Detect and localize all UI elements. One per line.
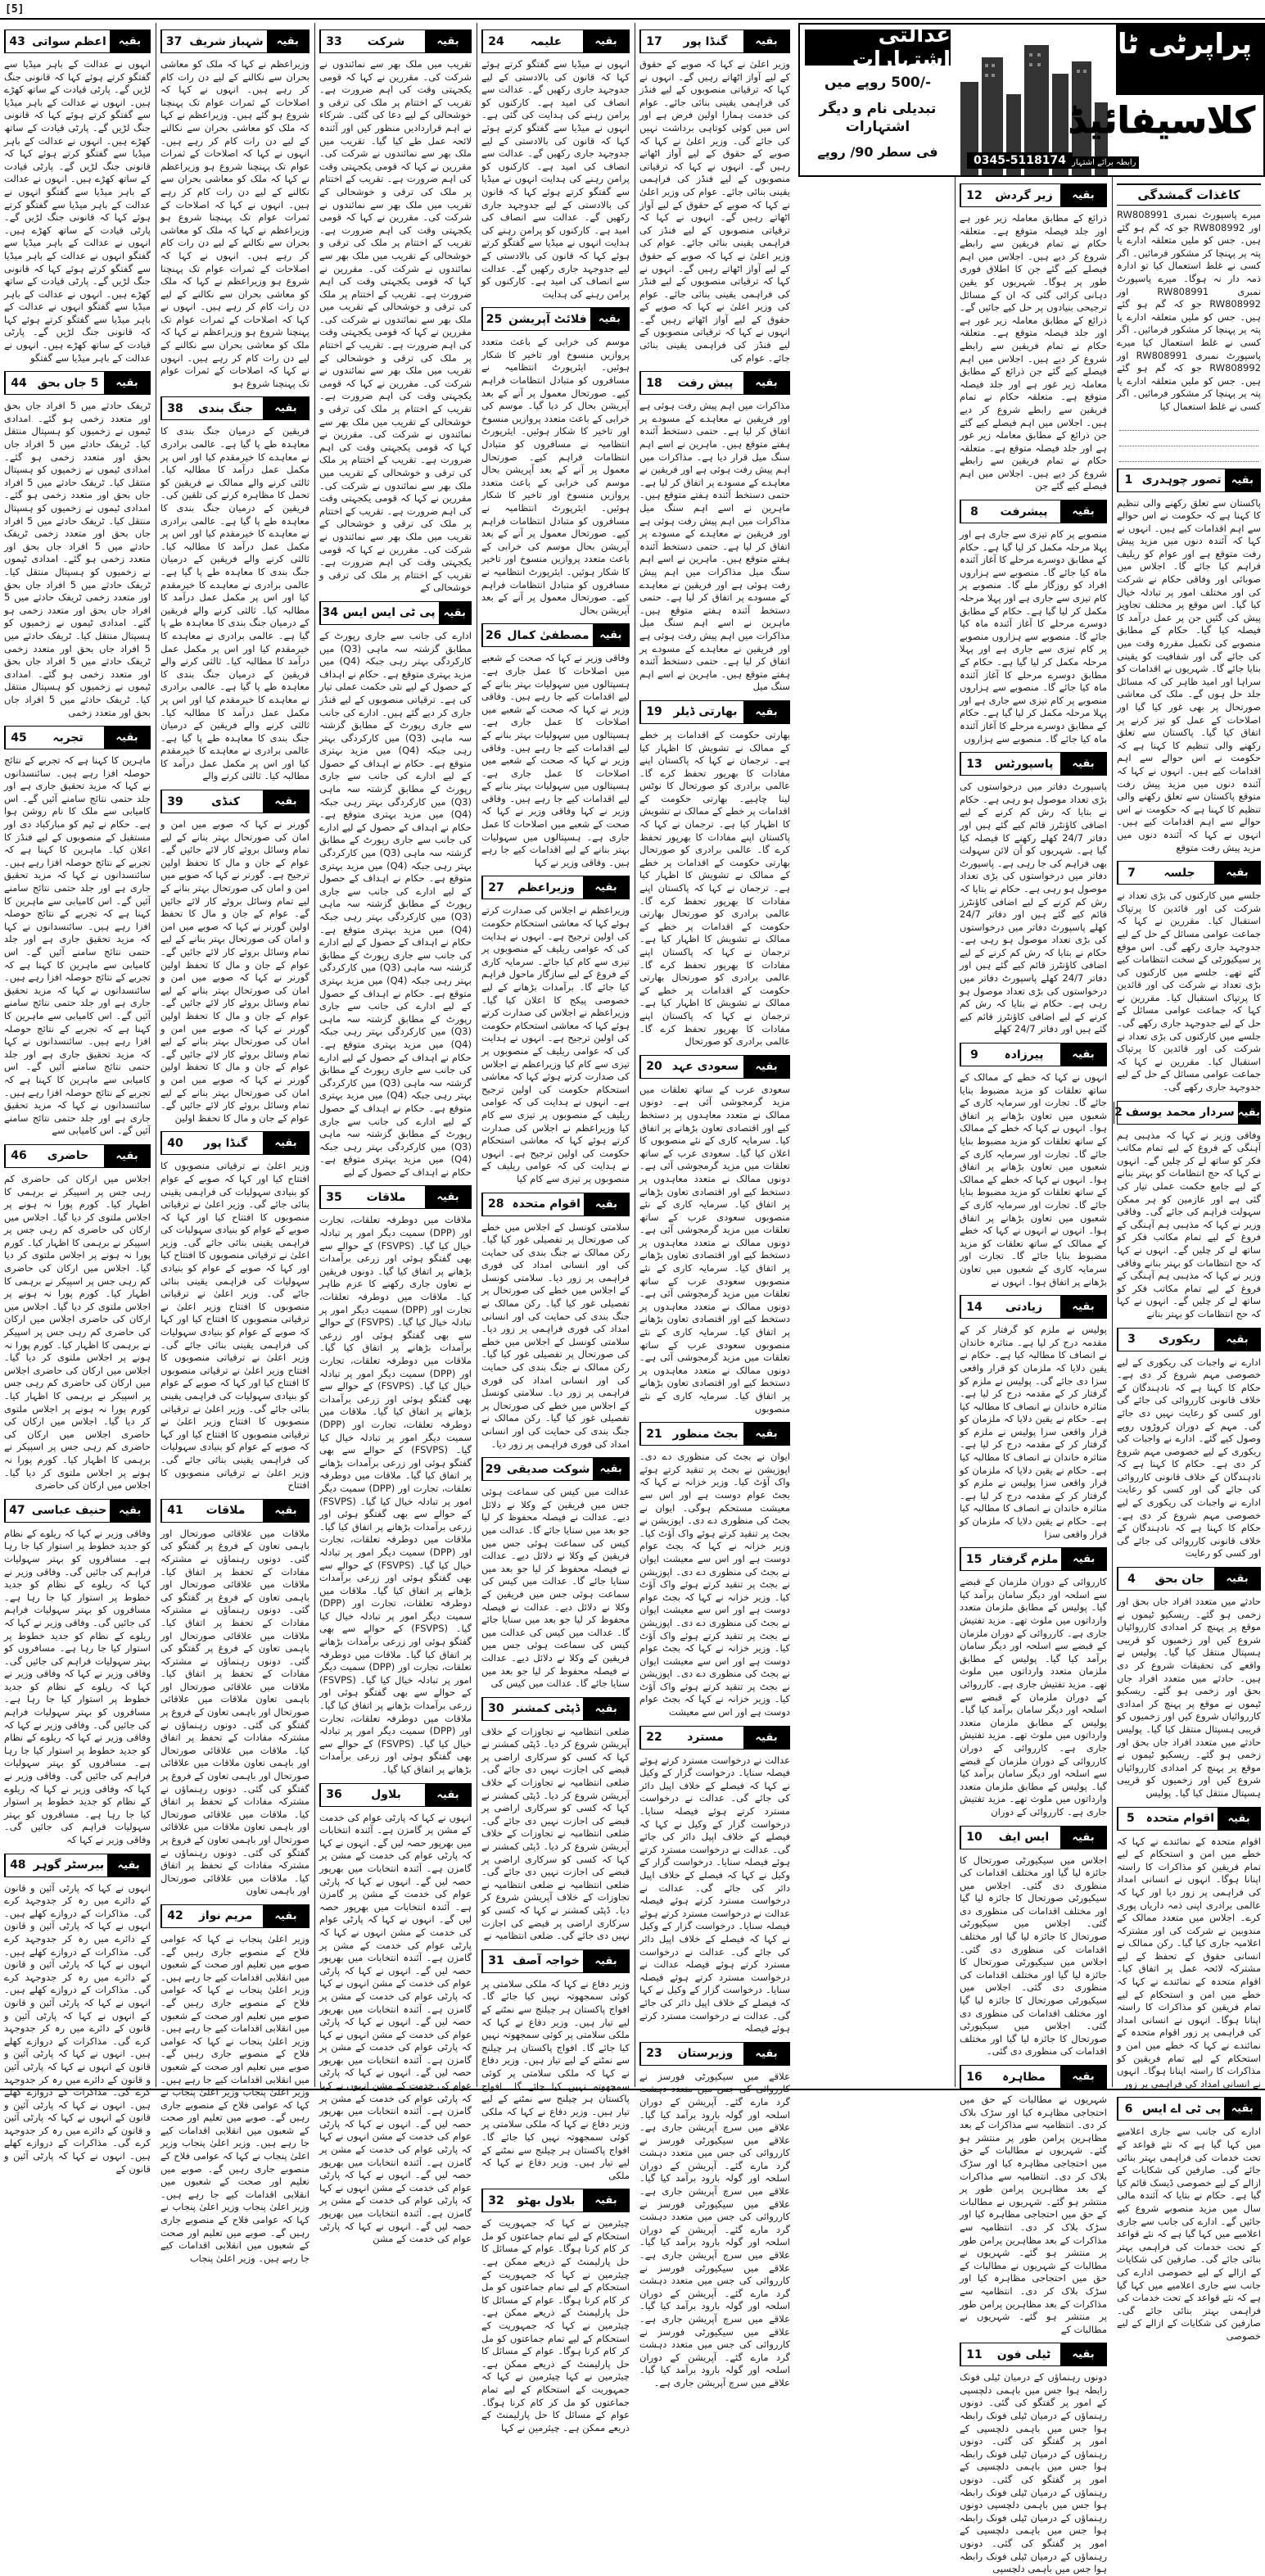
continuation-title: مسترد — [687, 1731, 724, 1745]
continuation-header — [1117, 861, 1261, 885]
article-text: وفاقی وزیر نے کہا کہ ریلوے کے نظام کو جدید خطوط پر استوار کیا جا رہا ہے۔ مسافروں کو بہتر سہولیات فراہم کی جائیں گی۔ وفاقی وزیر نے کہا کہ ریلوے کے نظام کو جدید خطوط پر استوار کیا جا رہا ہے۔ مسافروں کو بہتر سہولیات فراہم کی جائیں گی۔ وفاقی وزیر نے کہا کہ ریلوے کے نظام کو جدید خطوط پر استوار کیا جا رہا ہے۔ مسافروں کو بہتر سہولیات فراہم کی جائیں گی۔ وفاقی وزیر نے کہا کہ وفاقی وزیر نے کہا کہ ریلوے کے نظام کو جدید خطوط پر استوار کیا جا رہا ہے۔ مسافروں کو بہتر سہولیات فراہم کی جائیں گی۔ وفاقی وزیر نے کہا کہ وفاقی وزیر نے کہا کہ ریلوے کے نظام کو جدید خطوط پر استوار کیا جا رہا ہے۔ مسافروں کو بہتر سہولیات فراہم کی جائیں گی۔ وفاقی وزیر نے کہا کہ وفاقی وزیر نے کہا کہ ریلوے کے نظام کو جدید خطوط پر استوار کیا جا رہا ہے۔ مسافروں کو بہتر سہولیات فراہم کی جائیں گی۔ وفاقی وزیر نے کہا کہ — [4, 1527, 151, 1845]
continuation-number: 2 — [1114, 1102, 1123, 1124]
continuation-tag: بقیہ — [1224, 2098, 1260, 2120]
legal-ads-rate: فی سطر 90/ روپے — [817, 144, 938, 160]
lost-documents-fill-line — [1119, 419, 1258, 431]
continuation-title: ڈپٹی کمشنر — [512, 1702, 581, 1716]
continuation-number: 45 — [5, 727, 32, 749]
article-text: ملاقات میں علاقائی صورتحال اور باہمی تعاون کے فروغ پر گفتگو کی گئی۔ دونوں رہنماؤں نے مشترکہ مفادات کے تحفظ پر اتفاق کیا۔ ملاقات میں علاقائی صورتحال اور باہمی تعاون کے فروغ پر گفتگو کی گئی۔ دونوں رہنماؤں نے مشترکہ مفادات کے تحفظ پر اتفاق کیا۔ ملاقات میں علاقائی صورتحال اور باہمی تعاون کے فروغ پر گفتگو کی گئی۔ دونوں رہنماؤں نے مشترکہ مفادات کے تحفظ پر اتفاق کیا۔ ملاقات میں علاقائی صورتحال اور باہمی تعاون ملاقات میں علاقائی صورتحال اور باہمی تعاون کے فروغ پر گفتگو کی گئی۔ دونوں رہنماؤں نے مشترکہ مفادات کے تحفظ پر اتفاق کیا۔ ملاقات میں علاقائی صورتحال اور باہمی تعاون ملاقات میں علاقائی صورتحال اور باہمی تعاون کے فروغ پر گفتگو کی گئی۔ دونوں رہنماؤں نے مشترکہ مفادات کے تحفظ پر اتفاق کیا۔ ملاقات میں علاقائی صورتحال اور باہمی تعاون ملاقات میں علاقائی صورتحال اور باہمی تعاون کے فروغ پر گفتگو کی گئی۔ دونوں رہنماؤں نے مشترکہ مفادات کے تحفظ پر اتفاق کیا۔ ملاقات میں علاقائی صورتحال اور باہمی تعاون — [160, 1527, 309, 1897]
legal-ads-title: عدالتی اشتہارات — [805, 29, 951, 66]
continuation-tag: بقیہ — [1060, 1044, 1106, 1066]
article-text: انہوں نے کہا کہ خطے کے ممالک کے ساتھ تعلقات کو مزید مضبوط بنایا جائے گا۔ تجارت اور سرمایہ کاری کے شعبوں میں تعاون بڑھانے پر اتفاق ہوا۔ انہوں نے کہا کہ خطے کے ممالک کے ساتھ تعلقات کو مزید مضبوط بنایا جائے گا۔ تجارت اور سرمایہ کاری کے شعبوں میں تعاون بڑھانے پر اتفاق ہوا۔ انہوں نے کہا کہ خطے کے ممالک کے ساتھ تعلقات کو مزید مضبوط بنایا جائے گا۔ تجارت اور سرمایہ کاری کے شعبوں میں تعاون بڑھانے پر اتفاق ہوا۔ انہوں نے انہوں نے کہا کہ خطے کے ممالک کے ساتھ تعلقات کو مزید مضبوط بنایا جائے گا۔ تجارت اور سرمایہ کاری کے شعبوں میں تعاون بڑھانے پر اتفاق ہوا۔ انہوں نے — [960, 1071, 1107, 1288]
continuation-number: 13 — [960, 753, 987, 775]
continuation-tag: بقیہ — [104, 1145, 150, 1167]
continuation-number: 25 — [482, 308, 505, 330]
column-divider — [314, 23, 315, 2087]
continuation-tag: بقیہ — [590, 308, 629, 330]
article-text: حادثے میں متعدد افراد جاں بحق اور زخمی ہو گئے۔ ریسکیو ٹیموں نے موقع پر پہنچ کر امدادی کارروائیاں شروع کیں اور زخمیوں کو قریبی ہسپتال منتقل کیا گیا۔ پولیس نے واقعے کی تحقیقات شروع کر دی ہیں۔ حادثے میں متعدد افراد جاں بحق اور زخمی ہو گئے۔ ریسکیو ٹیموں نے موقع پر پہنچ کر امدادی کارروائیاں شروع کیں اور زخمیوں کو قریبی ہسپتال منتقل کیا گیا۔ پولیس حادثے میں متعدد افراد جاں بحق اور زخمی ہو گئے۔ ریسکیو ٹیموں نے موقع پر پہنچ کر امدادی کارروائیاں شروع کیں اور زخمیوں کو قریبی ہسپتال منتقل کیا گیا۔ پولیس — [1117, 1596, 1261, 1799]
continuation-tag: بقیہ — [743, 372, 789, 394]
article-text: وزیراعظم نے کہا کہ ملک کو معاشی بحران سے نکالنے کے لیے دن رات کام کر رہے ہیں۔ انہوں نے کہا کہ اصلاحات کے ثمرات عوام تک پہنچنا شروع ہو گئے ہیں۔ وزیراعظم نے کہا کہ ملک کو معاشی بحران سے نکالنے کے لیے دن رات کام کر رہے ہیں۔ انہوں نے کہا کہ اصلاحات کے ثمرات عوام تک پہنچنا شروع ہو وزیراعظم نے کہا کہ ملک کو معاشی بحران سے نکالنے کے لیے دن رات کام کر رہے ہیں۔ انہوں نے کہا کہ اصلاحات کے ثمرات عوام تک پہنچنا شروع ہو وزیراعظم نے کہا کہ ملک کو معاشی بحران سے نکالنے کے لیے دن رات کام کر رہے ہیں۔ انہوں نے کہا کہ اصلاحات کے ثمرات عوام تک پہنچنا شروع ہو وزیراعظم نے کہا کہ ملک کو معاشی بحران سے نکالنے کے لیے دن رات کام کر رہے ہیں۔ انہوں نے کہا کہ اصلاحات کے ثمرات عوام تک پہنچنا شروع ہو وزیراعظم نے کہا کہ ملک کو معاشی بحران سے نکالنے کے لیے دن رات کام کر رہے ہیں۔ انہوں نے کہا کہ اصلاحات کے ثمرات عوام تک پہنچنا شروع ہو — [160, 58, 309, 389]
continuation-header — [1114, 1101, 1261, 1125]
continuation-number: 24 — [482, 30, 509, 52]
continuation-title: شہباز شریف — [189, 34, 264, 48]
article-text: وزیراعظم نے اجلاس کی صدارت کرتے ہوئے کہا کہ معاشی استحکام حکومت کی اولین ترجیح ہے۔ انہوں نے ہدایت کی کہ عوامی ریلیف کے منصوبوں پر تیزی سے کام کیا جائے۔ سرمایہ کاری کے فروغ کے لیے سازگار ماحول فراہم کیا جائے گا۔ برآمدات بڑھانے کے لیے خصوصی پیکج کا اعلان کیا گیا۔ وزیراعظم نے اجلاس کی صدارت کرتے ہوئے کہا کہ معاشی استحکام حکومت کی اولین ترجیح ہے۔ انہوں نے ہدایت کی کہ عوامی ریلیف کے منصوبوں پر تیزی سے کام کیا وزیراعظم نے اجلاس کی صدارت کرتے ہوئے کہا کہ معاشی استحکام حکومت کی اولین ترجیح ہے۔ انہوں نے ہدایت کی کہ عوامی ریلیف کے منصوبوں پر تیزی سے کام کیا وزیراعظم نے اجلاس کی صدارت کرتے ہوئے کہا کہ معاشی استحکام حکومت کی اولین ترجیح ہے۔ انہوں نے ہدایت کی کہ عوامی ریلیف کے منصوبوں پر تیزی سے کام کیا — [481, 904, 630, 1184]
news-column — [957, 177, 1109, 2575]
continuation-number: 46 — [5, 1145, 32, 1167]
continuation-number: 6 — [1118, 2098, 1139, 2120]
continuation-number: 37 — [161, 30, 186, 52]
continuation-tag: بقیہ — [1218, 1808, 1260, 1830]
continuation-number: 23 — [640, 2043, 667, 2065]
article-text: ذرائع کے مطابق معاملہ زیر غور ہے اور جلد فیصلہ متوقع ہے۔ متعلقہ حکام نے تمام فریقین سے رابطے شروع کر دیے ہیں۔ اجلاس میں اہم فیصلے کیے گئے جن کا اطلاق فوری طور پر ہوگا۔ شہریوں کو یقین دہانی کرائی گئی کہ ان کے مسائل ترجیحی بنیادوں پر حل کیے جائیں گے۔ ذرائع کے مطابق معاملہ زیر غور ہے اور جلد فیصلہ متوقع ہے۔ متعلقہ حکام نے تمام فریقین سے رابطے شروع کر دیے ہیں۔ اجلاس میں اہم فیصلے کیے گئے جن ذرائع کے مطابق معاملہ زیر غور ہے اور جلد فیصلہ متوقع ہے۔ متعلقہ حکام نے تمام فریقین سے رابطے شروع کر دیے ہیں۔ اجلاس میں اہم فیصلے کیے گئے جن ذرائع کے مطابق معاملہ زیر غور ہے اور جلد فیصلہ متوقع ہے۔ متعلقہ حکام نے تمام فریقین سے رابطے شروع کر دیے ہیں۔ اجلاس میں اہم فیصلے کیے گئے جن — [960, 212, 1107, 492]
continuation-number: 3 — [1118, 1329, 1145, 1351]
article-text: علاقے میں سیکیورٹی فورسز نے کارروائی کی جس میں متعدد دہشت گرد مارے گئے۔ آپریشن کے دوران اسلحہ اور گولہ بارود برآمد کیا گیا۔ علاقے میں سرچ آپریشن جاری ہے۔ علاقے میں سیکیورٹی فورسز نے کارروائی کی جس میں متعدد دہشت گرد مارے گئے۔ آپریشن کے دوران اسلحہ اور گولہ بارود برآمد کیا گیا۔ علاقے میں سرچ آپریشن جاری ہے۔ علاقے میں سیکیورٹی فورسز نے کارروائی کی جس میں متعدد دہشت گرد مارے گئے۔ آپریشن کے دوران اسلحہ اور گولہ بارود برآمد کیا گیا۔ علاقے میں سرچ آپریشن جاری ہے۔ علاقے میں سیکیورٹی فورسز نے کارروائی کی جس میں متعدد دہشت گرد مارے گئے۔ آپریشن کے دوران اسلحہ اور گولہ بارود برآمد کیا گیا۔ علاقے میں سرچ آپریشن جاری ہے۔ علاقے میں سیکیورٹی فورسز نے کارروائی کی جس میں متعدد دہشت گرد مارے گئے۔ آپریشن کے دوران اسلحہ اور گولہ بارود برآمد کیا گیا۔ علاقے میں سرچ آپریشن جاری ہے۔ — [639, 2070, 790, 2388]
continuation-title: ریکوری — [1158, 1333, 1201, 1347]
continuation-header — [960, 1826, 1107, 1849]
continuation-title: سعودی عہد — [671, 1060, 739, 1074]
article-text: شہریوں نے مطالبات کے حق میں احتجاجی مظاہرہ کیا اور سڑک بلاک کر دی۔ انتظامیہ سے مذاکرات کے بعد مظاہرین پرامن طور پر منتشر ہو گئے۔ شہریوں نے مطالبات کے حق میں احتجاجی مظاہرہ کیا اور سڑک بلاک کر دی۔ انتظامیہ سے مذاکرات کے بعد مظاہرین پرامن طور پر منتشر ہو گئے۔ شہریوں نے مطالبات کے حق میں احتجاجی مظاہرہ کیا اور سڑک بلاک کر دی۔ انتظامیہ سے مذاکرات کے بعد مظاہرین پرامن طور پر منتشر ہو گئے۔ شہریوں نے مطالبات کے شہریوں نے مطالبات کے حق میں احتجاجی مظاہرہ کیا اور سڑک بلاک کر دی۔ انتظامیہ سے مذاکرات کے بعد مظاہرین پرامن طور پر منتشر ہو گئے۔ شہریوں نے مطالبات کے — [960, 2094, 1107, 2335]
continuation-header — [160, 1904, 309, 1928]
continuation-tag: بقیہ — [1060, 1827, 1106, 1849]
article-text: وزیر اعلیٰ پنجاب نے کہا کہ عوامی فلاح کے منصوبے جاری رہیں گے۔ صوبے میں تعلیم اور صحت کے شعبوں میں انقلابی اقدامات کیے جا رہے ہیں۔ وزیر اعلیٰ پنجاب نے کہا کہ عوامی فلاح کے منصوبے جاری رہیں گے۔ صوبے میں تعلیم اور صحت کے شعبوں میں انقلابی اقدامات کیے جا رہے ہیں۔ وزیر اعلیٰ پنجاب نے کہا کہ عوامی فلاح کے منصوبے جاری رہیں گے۔ صوبے میں تعلیم اور صحت کے شعبوں میں انقلابی اقدامات کیے جا رہے ہیں۔ وزیر اعلیٰ پنجاب وزیر اعلیٰ پنجاب نے کہا کہ عوامی فلاح کے منصوبے جاری رہیں گے۔ صوبے میں تعلیم اور صحت کے شعبوں میں انقلابی اقدامات کیے جا رہے ہیں۔ وزیر اعلیٰ پنجاب وزیر اعلیٰ پنجاب نے کہا کہ عوامی فلاح کے منصوبے جاری رہیں گے۔ صوبے میں تعلیم اور صحت کے شعبوں میں انقلابی اقدامات کیے جا رہے ہیں۔ وزیر اعلیٰ پنجاب وزیر اعلیٰ پنجاب نے کہا کہ عوامی فلاح کے منصوبے جاری رہیں گے۔ صوبے میں تعلیم اور صحت کے شعبوں میں انقلابی اقدامات کیے جا رہے ہیں۔ وزیر اعلیٰ پنجاب — [160, 1932, 309, 2264]
continuation-title: اقوام متحدہ — [512, 1197, 581, 1211]
continuation-title: پی ٹی ایس ایس — [342, 606, 436, 620]
column-divider — [1112, 177, 1113, 2087]
article-text: ضلعی انتظامیہ نے تجاوزات کے خلاف آپریشن شروع کر دیا۔ ڈپٹی کمشنر نے کہا کہ کسی کو سرکاری اراضی پر قبضے کی اجازت نہیں دی جائے گی۔ ضلعی انتظامیہ نے تجاوزات کے خلاف آپریشن شروع کر دیا۔ ڈپٹی کمشنر نے کہا کہ کسی کو سرکاری اراضی پر قبضے کی اجازت نہیں دی جائے گی۔ ضلعی انتظامیہ نے تجاوزات کے خلاف آپریشن شروع کر دیا۔ ڈپٹی کمشنر نے کہا کہ کسی کو سرکاری اراضی پر قبضے کی اجازت نہیں دی جائے گی۔ ضلعی انتظامیہ نے ضلعی انتظامیہ نے تجاوزات کے خلاف آپریشن شروع کر دیا۔ ڈپٹی کمشنر نے کہا کہ کسی کو سرکاری اراضی پر قبضے کی اجازت نہیں دی جائے گی۔ ضلعی انتظامیہ نے — [481, 1725, 630, 1942]
continuation-tag: بقیہ — [743, 2043, 789, 2065]
continuation-header — [4, 1144, 151, 1168]
continuation-header — [4, 29, 151, 53]
continuation-tag: بقیہ — [425, 1186, 471, 1208]
continuation-title: اقوام متحدہ — [1145, 1812, 1215, 1826]
continuation-tag: بقیہ — [263, 1500, 309, 1522]
continuation-number: 30 — [482, 1698, 509, 1720]
continuation-title: جان بحق — [1154, 1572, 1204, 1586]
continuation-header — [960, 2065, 1107, 2089]
article-text: وزیر دفاع نے کہا کہ ملکی سلامتی پر کوئی سمجھوتہ نہیں کیا جائے گا۔ افواج پاکستان ہر چیلنج سے نمٹنے کے لیے تیار ہیں۔ وزیر دفاع نے کہا کہ ملکی سلامتی پر کوئی سمجھوتہ نہیں کیا جائے گا۔ افواج پاکستان ہر چیلنج سے نمٹنے کے لیے تیار ہیں۔ وزیر دفاع نے کہا کہ ملکی سلامتی پر کوئی سمجھوتہ نہیں کیا جائے گا۔ افواج پاکستان ہر چیلنج سے نمٹنے کے لیے تیار ہیں۔ وزیر دفاع نے کہا کہ ملکی وزیر دفاع نے کہا کہ ملکی سلامتی پر کوئی سمجھوتہ نہیں کیا جائے گا۔ افواج پاکستان ہر چیلنج سے نمٹنے کے لیے تیار ہیں۔ وزیر دفاع نے کہا کہ ملکی — [481, 1977, 630, 2181]
continuation-header — [481, 623, 630, 647]
continuation-header — [319, 601, 472, 625]
continuation-tag: بقیہ — [110, 1500, 150, 1522]
continuation-title: بجٹ منظور — [672, 1427, 739, 1441]
continuation-header — [639, 29, 790, 53]
article-text: ادارے نے واجبات کی ریکوری کے لیے خصوصی مہم شروع کر دی ہے۔ حکام کا کہنا ہے کہ نادہندگان کے خلاف قانونی کارروائی کی جائے گی اور کسی کو رعایت نہیں دی جائے گی۔ مہم کے دوران کروڑوں روپے وصول کیے گئے۔ ادارے نے واجبات کی ریکوری کے لیے خصوصی مہم شروع کر دی ہے۔ حکام کا کہنا ہے کہ نادہندگان کے خلاف قانونی کارروائی کی جائے گی اور کسی کو رعایت ادارے نے واجبات کی ریکوری کے لیے خصوصی مہم شروع کر دی ہے۔ حکام کا کہنا ہے کہ نادہندگان کے خلاف قانونی کارروائی کی جائے گی اور کسی کو رعایت — [1117, 1356, 1261, 1560]
continuation-title: علیمہ — [530, 34, 562, 48]
continuation-number: 26 — [482, 624, 504, 646]
continuation-title: بلاول — [371, 1788, 401, 1802]
continuation-number: 31 — [482, 1950, 509, 1972]
article-text: وفاقی وزیر نے کہا کہ مذہبی ہم آہنگی کے فروغ کے لیے تمام مکاتب فکر کو ساتھ لے کر چلیں گے۔ انہوں نے کہا کہ حج انتظامات کو بہتر بنانے کے لیے جامع حکمت عملی تیار کی گئی ہے اور عازمین کو ہر ممکن سہولت فراہم کی جائے گی۔ وفاقی وزیر نے کہا کہ مذہبی ہم آہنگی کے فروغ کے لیے تمام مکاتب فکر کو ساتھ لے کر چلیں گے۔ انہوں نے کہا کہ حج انتظامات کو بہتر بنانے وفاقی وزیر نے کہا کہ مذہبی ہم آہنگی کے فروغ کے لیے تمام مکاتب فکر کو ساتھ لے کر چلیں گے۔ انہوں نے کہا کہ حج انتظامات کو بہتر بنانے — [1117, 1129, 1261, 1320]
continuation-title: خواجہ آصف — [513, 1954, 580, 1968]
article-text: اقوام متحدہ کے نمائندے نے کہا کہ خطے میں امن و استحکام کے لیے تمام فریقین کو مذاکرات کا راستہ اپنانا ہوگا۔ انہوں نے انسانی امداد کی فراہمی پر زور دیا اور کہا کہ عالمی برادری اپنی ذمہ داریاں پوری کرے۔ اجلاس میں متعدد ممالک کے مندوبین نے شرکت کی اور مشترکہ اعلامیہ جاری کیا گیا۔ رکن ممالک نے انسانی حقوق کے تحفظ کے لیے مشترکہ لائحہ عمل پر اتفاق کیا۔ اقوام متحدہ کے نمائندے نے کہا کہ خطے میں امن و استحکام کے لیے تمام فریقین کو مذاکرات کا راستہ اپنانا ہوگا۔ انہوں نے انسانی امداد کی فراہمی پر زور اقوام متحدہ کے نمائندے نے کہا کہ خطے میں امن و استحکام کے لیے تمام فریقین کو مذاکرات کا راستہ اپنانا ہوگا۔ انہوں نے انسانی امداد کی فراہمی پر زور — [1117, 1835, 1261, 2089]
classified-panel — [956, 25, 1263, 175]
continuation-tag: بقیہ — [1060, 1296, 1106, 1318]
continuation-tag: بقیہ — [743, 1423, 789, 1445]
continuation-number: 32 — [482, 2189, 509, 2212]
continuation-tag: بقیہ — [593, 624, 629, 646]
article-text: سلامتی کونسل کے اجلاس میں خطے کی صورتحال پر تفصیلی غور کیا گیا۔ رکن ممالک نے جنگ بندی کی حمایت کی اور انسانی امداد کی فوری فراہمی پر زور دیا۔ سلامتی کونسل کے اجلاس میں خطے کی صورتحال پر تفصیلی غور کیا گیا۔ رکن ممالک نے جنگ بندی کی حمایت کی اور انسانی امداد کی فوری فراہمی پر زور دیا۔ سلامتی کونسل کے اجلاس میں خطے کی صورتحال پر تفصیلی غور کیا گیا۔ رکن ممالک نے جنگ بندی کی حمایت کی اور انسانی امداد کی فوری فراہمی پر زور دیا۔ سلامتی کونسل کے اجلاس میں خطے کی صورتحال پر تفصیلی غور کیا گیا۔ رکن ممالک نے جنگ بندی کی حمایت کی اور انسانی امداد کی فوری فراہمی پر زور دیا۔ — [481, 1220, 630, 1450]
continuation-number: 21 — [640, 1423, 667, 1445]
news-column — [2, 23, 153, 2175]
continuation-number: 42 — [161, 1905, 188, 1927]
article-text: کارروائی کے دوران ملزمان کے قبضے سے اسلحہ اور دیگر سامان برآمد کیا گیا۔ پولیس کے مطابق ملزمان متعدد وارداتوں میں ملوث تھے۔ مزید تفتیش جاری ہے۔ کارروائی کے دوران ملزمان کے قبضے سے اسلحہ اور دیگر سامان برآمد کیا گیا۔ پولیس کے مطابق ملزمان متعدد وارداتوں میں ملوث تھے۔ مزید تفتیش جاری ہے۔ کارروائی کے دوران ملزمان کے قبضے سے اسلحہ اور دیگر سامان برآمد کیا گیا۔ پولیس کے مطابق ملزمان متعدد وارداتوں میں ملوث تھے۔ مزید تفتیش جاری ہے۔ کارروائی کے دوران کارروائی کے دوران ملزمان کے قبضے سے اسلحہ اور دیگر سامان برآمد کیا گیا۔ پولیس کے مطابق ملزمان متعدد وارداتوں میں ملوث تھے۔ مزید تفتیش جاری ہے۔ کارروائی کے دوران — [960, 1576, 1107, 1818]
continuation-tag: بقیہ — [583, 876, 629, 899]
continuation-tag: بقیہ — [1225, 469, 1260, 491]
continuation-title: سردار محمد یوسف — [1125, 1106, 1235, 1120]
continuation-number: 11 — [960, 2343, 987, 2365]
continuation-tag: بقیہ — [104, 372, 150, 394]
continuation-number: 28 — [482, 1193, 508, 1216]
article-text: چیئرمین نے کہا کہ جمہوریت کے استحکام کے لیے تمام جماعتوں کو مل کر کام کرنا ہوگا۔ عوام کے مسائل کا حل پارلیمنٹ کے ذریعے ممکن ہے۔ چیئرمین نے کہا کہ جمہوریت کے استحکام کے لیے تمام جماعتوں کو مل کر کام کرنا ہوگا۔ عوام کے مسائل کا حل پارلیمنٹ کے ذریعے ممکن ہے۔ چیئرمین نے کہا کہ جمہوریت کے استحکام کے لیے تمام جماعتوں کو مل کر کام کرنا ہوگا۔ عوام کے مسائل کا حل پارلیمنٹ کے ذریعے ممکن ہے۔ چیئرمین نے کہا چیئرمین نے کہا کہ جمہوریت کے استحکام کے لیے تمام جماعتوں کو مل کر کام کرنا ہوگا۔ عوام کے مسائل کا حل پارلیمنٹ کے ذریعے ممکن ہے۔ چیئرمین نے کہا — [481, 2217, 630, 2433]
article-text: ٹریفک حادثے میں 5 افراد جاں بحق اور متعدد زخمی ہو گئے۔ امدادی ٹیموں نے زخمیوں کو ہسپتال منتقل کیا۔ ٹریفک حادثے میں 5 افراد جاں بحق اور متعدد زخمی ہو گئے۔ امدادی ٹیموں نے زخمیوں کو ہسپتال منتقل کیا۔ ٹریفک حادثے میں 5 افراد جاں بحق اور متعدد زخمی ہو گئے۔ امدادی ٹیموں نے زخمیوں کو ہسپتال منتقل کیا۔ ٹریفک حادثے میں 5 افراد جاں بحق اور متعدد زخمی ٹریفک حادثے میں 5 افراد جاں بحق اور متعدد زخمی ہو گئے۔ امدادی ٹیموں نے زخمیوں کو ہسپتال منتقل کیا۔ ٹریفک حادثے میں 5 افراد جاں بحق اور متعدد زخمی ٹریفک حادثے میں 5 افراد جاں بحق اور متعدد زخمی ہو گئے۔ امدادی ٹیموں نے زخمیوں کو ہسپتال منتقل کیا۔ ٹریفک حادثے میں 5 افراد جاں بحق اور متعدد زخمی ٹریفک حادثے میں 5 افراد جاں بحق اور متعدد زخمی ہو گئے۔ امدادی ٹیموں نے زخمیوں کو ہسپتال منتقل کیا۔ ٹریفک حادثے میں 5 افراد جاں بحق اور متعدد زخمی — [4, 400, 151, 718]
continuation-tag: بقیہ — [439, 602, 471, 624]
continuation-number: 4 — [1118, 1568, 1145, 1590]
continuation-tag: بقیہ — [263, 790, 309, 813]
continuation-title: مریم نواز — [198, 1909, 253, 1923]
article-text: وزیر اعلیٰ نے کہا کہ صوبے کے حقوق کے لیے آواز اٹھاتے رہیں گے۔ انہوں نے کہا کہ ترقیاتی منصوبوں کے لیے فنڈز کی فراہمی یقینی بنائی جائے۔ عوام کی خدمت ہمارا اولین فرض ہے اور اس میں کوئی کوتاہی برداشت نہیں کی جائے گی۔ وزیر اعلیٰ نے کہا کہ صوبے کے حقوق کے لیے آواز اٹھاتے رہیں گے۔ انہوں نے کہا کہ ترقیاتی منصوبوں کے لیے فنڈز کی فراہمی یقینی بنائی جائے۔ عوام کی وزیر اعلیٰ نے کہا کہ صوبے کے حقوق کے لیے آواز اٹھاتے رہیں گے۔ انہوں نے کہا کہ ترقیاتی منصوبوں کے لیے فنڈز کی فراہمی یقینی بنائی جائے۔ عوام کی وزیر اعلیٰ نے کہا کہ صوبے کے حقوق کے لیے آواز اٹھاتے رہیں گے۔ انہوں نے کہا کہ ترقیاتی منصوبوں کے لیے فنڈز کی فراہمی یقینی بنائی جائے۔ عوام کی وزیر اعلیٰ نے کہا کہ صوبے کے حقوق کے لیے آواز اٹھاتے رہیں گے۔ انہوں نے کہا کہ ترقیاتی منصوبوں کے لیے فنڈز کی فراہمی یقینی بنائی جائے۔ عوام کی — [639, 58, 790, 364]
continuation-title: تجربہ — [52, 731, 84, 745]
continuation-title: بلاول بھٹو — [517, 2193, 576, 2207]
continuation-title: زیادتی — [1005, 1300, 1043, 1314]
continuation-number: 44 — [5, 372, 32, 394]
article-text: ادارے کی جانب سے جاری رپورٹ کے مطابق گزشتہ سہ ماہی (Q3) میں کارکردگی بہتر رہی جبکہ (Q4) میں مزید بہتری متوقع ہے۔ حکام نے اہداف کے حصول کے لیے نئی حکمت عملی تیار کی ہے۔ ترقیاتی منصوبوں کے لیے فنڈز جاری کر دیے گئے ہیں۔ ادارے کی جانب سے جاری رپورٹ کے مطابق گزشتہ سہ ماہی (Q3) میں کارکردگی بہتر رہی جبکہ (Q4) میں مزید بہتری متوقع ہے۔ حکام نے اہداف کے حصول کے لیے ادارے کی جانب سے جاری رپورٹ کے مطابق گزشتہ سہ ماہی (Q3) میں کارکردگی بہتر رہی جبکہ (Q4) میں مزید بہتری متوقع ہے۔ حکام نے اہداف کے حصول کے لیے ادارے کی جانب سے جاری رپورٹ کے مطابق گزشتہ سہ ماہی (Q3) میں کارکردگی بہتر رہی جبکہ (Q4) میں مزید بہتری متوقع ہے۔ حکام نے اہداف کے حصول کے لیے ادارے کی جانب سے جاری رپورٹ کے مطابق گزشتہ سہ ماہی (Q3) میں کارکردگی بہتر رہی جبکہ (Q4) میں مزید بہتری متوقع ہے۔ حکام نے اہداف کے حصول کے لیے ادارے کی جانب سے جاری رپورٹ کے مطابق گزشتہ سہ ماہی (Q3) میں کارکردگی بہتر رہی جبکہ (Q4) میں مزید بہتری متوقع ہے۔ حکام نے اہداف کے حصول کے لیے ادارے کی جانب سے جاری رپورٹ کے مطابق گزشتہ سہ ماہی (Q3) میں کارکردگی بہتر رہی جبکہ (Q4) میں مزید بہتری متوقع ہے۔ حکام نے اہداف کے حصول کے لیے ادارے کی جانب سے جاری رپورٹ کے مطابق گزشتہ سہ ماہی (Q3) میں کارکردگی بہتر رہی جبکہ (Q4) میں مزید بہتری متوقع ہے۔ حکام نے اہداف کے حصول کے لیے ادارے کی جانب سے جاری رپورٹ کے مطابق گزشتہ سہ ماہی (Q3) میں کارکردگی بہتر رہی جبکہ (Q4) میں مزید بہتری متوقع ہے۔ حکام نے اہداف کے حصول کے لیے — [319, 629, 472, 1178]
continuation-tag: بقیہ — [1060, 2066, 1106, 2088]
continuation-title: گنڈا پور — [203, 1136, 248, 1150]
continuation-title: وزیراعظم — [517, 881, 575, 894]
article-text: وزیر اعلیٰ نے ترقیاتی منصوبوں کا افتتاح کیا اور کہا کہ صوبے کے عوام کو بنیادی سہولیات کی فراہمی یقینی بنائی جائے گی۔ وزیر اعلیٰ نے ترقیاتی منصوبوں کا افتتاح کیا اور کہا کہ صوبے کے عوام کو بنیادی سہولیات کی فراہمی یقینی بنائی جائے گی۔ وزیر اعلیٰ نے ترقیاتی منصوبوں کا افتتاح کیا اور کہا کہ صوبے کے عوام کو بنیادی سہولیات کی فراہمی یقینی بنائی جائے گی۔ وزیر اعلیٰ نے ترقیاتی منصوبوں کا افتتاح وزیر اعلیٰ نے ترقیاتی منصوبوں کا افتتاح کیا اور کہا کہ صوبے کے عوام کو بنیادی سہولیات کی فراہمی یقینی بنائی جائے گی۔ وزیر اعلیٰ نے ترقیاتی منصوبوں کا افتتاح وزیر اعلیٰ نے ترقیاتی منصوبوں کا افتتاح کیا اور کہا کہ صوبے کے عوام کو بنیادی سہولیات کی فراہمی یقینی بنائی جائے گی۔ وزیر اعلیٰ نے ترقیاتی منصوبوں کا افتتاح وزیر اعلیٰ نے ترقیاتی منصوبوں کا افتتاح کیا اور کہا کہ صوبے کے عوام کو بنیادی سہولیات کی فراہمی یقینی بنائی جائے گی۔ وزیر اعلیٰ نے ترقیاتی منصوبوں کا افتتاح — [160, 1160, 309, 1492]
continuation-number: 48 — [5, 1854, 30, 1877]
continuation-tag: بقیہ — [583, 1950, 629, 1972]
continuation-number: 10 — [960, 1827, 987, 1849]
continuation-title: کنڈی — [211, 795, 240, 808]
continuation-header — [4, 1499, 151, 1523]
continuation-tag: بقیہ — [583, 2189, 629, 2212]
continuation-tag: بقیہ — [263, 397, 309, 419]
continuation-title: بھارتی ڈیلر — [673, 705, 738, 719]
article-text: سعودی عرب کے ساتھ تعلقات میں مزید گرمجوشی آئی ہے۔ دونوں ممالک نے متعدد معاہدوں پر دستخط کیے اور اقتصادی تعاون بڑھانے پر اتفاق کیا۔ سرمایہ کاری کے نئے منصوبوں کا اعلان کیا گیا۔ سعودی عرب کے ساتھ تعلقات میں مزید گرمجوشی آئی ہے۔ دونوں ممالک نے متعدد معاہدوں پر دستخط کیے اور اقتصادی تعاون بڑھانے پر اتفاق کیا۔ سرمایہ کاری کے نئے منصوبوں سعودی عرب کے ساتھ تعلقات میں مزید گرمجوشی آئی ہے۔ دونوں ممالک نے متعدد معاہدوں پر دستخط کیے اور اقتصادی تعاون بڑھانے پر اتفاق کیا۔ سرمایہ کاری کے نئے منصوبوں سعودی عرب کے ساتھ تعلقات میں مزید گرمجوشی آئی ہے۔ دونوں ممالک نے متعدد معاہدوں پر دستخط کیے اور اقتصادی تعاون بڑھانے پر اتفاق کیا۔ سرمایہ کاری کے نئے منصوبوں سعودی عرب کے ساتھ تعلقات میں مزید گرمجوشی آئی ہے۔ دونوں ممالک نے متعدد معاہدوں پر دستخط کیے اور اقتصادی تعاون بڑھانے پر اتفاق کیا۔ سرمایہ کاری کے نئے منصوبوں — [639, 1083, 790, 1415]
continuation-title: اعظم سواتی — [32, 34, 106, 48]
continuation-tag: بقیہ — [1061, 1548, 1106, 1570]
continuation-header — [4, 1854, 151, 1877]
continuation-title: مصطفیٰ کمال — [507, 628, 590, 642]
article-text: ادارے کی جانب سے جاری اعلامیے میں کہا گیا ہے کہ نئے قواعد کے تحت خدمات کی فراہمی بہتر بنائی جائے گی۔ صارفین کی شکایات کے ازالے کے لیے خصوصی ڈیسک قائم کیا گیا ہے۔ حکام نے بتایا کہ آئندہ مالی سال میں مزید منصوبے شروع کیے جائیں گے۔ ادارے کی جانب سے جاری اعلامیے میں کہا گیا ہے کہ نئے قواعد کے تحت خدمات کی فراہمی بہتر بنائی جائے گی۔ صارفین کی شکایات کے ازالے کے لیے خصوصی ادارے کی جانب سے جاری اعلامیے میں کہا گیا ہے کہ نئے قواعد کے تحت خدمات کی فراہمی بہتر بنائی جائے گی۔ صارفین کی شکایات کے ازالے کے لیے خصوصی — [1117, 2126, 1261, 2342]
continuation-header — [160, 1499, 309, 1523]
article-text: انہوں نے میڈیا سے گفتگو کرتے ہوئے کہا کہ قانون کی بالادستی کے لیے جدوجہد جاری رکھیں گے۔ عدالت سے انصاف کی امید ہے۔ کارکنوں کو پرامن رہنے کی ہدایت کی گئی ہے۔ انہوں نے میڈیا سے گفتگو کرتے ہوئے کہا کہ قانون کی بالادستی کے لیے جدوجہد جاری رکھیں گے۔ عدالت سے انصاف کی امید ہے۔ کارکنوں کو پرامن رہنے کی ہدایت انہوں نے میڈیا سے گفتگو کرتے ہوئے کہا کہ قانون کی بالادستی کے لیے جدوجہد جاری رکھیں گے۔ عدالت سے انصاف کی امید ہے۔ کارکنوں کو پرامن رہنے کی ہدایت انہوں نے میڈیا سے گفتگو کرتے ہوئے کہا کہ قانون کی بالادستی کے لیے جدوجہد جاری رکھیں گے۔ عدالت سے انصاف کی امید ہے۔ کارکنوں کو پرامن رہنے کی ہدایت — [481, 58, 630, 300]
continuation-number: 1 — [1118, 469, 1139, 491]
continuation-title: شرکت — [367, 34, 405, 48]
legal-ads-panel — [800, 25, 956, 175]
continuation-number: 7 — [1118, 862, 1145, 884]
continuation-number: 36 — [320, 1784, 347, 1806]
continuation-tag: بقیہ — [583, 30, 629, 52]
article-text: تقریب میں ملک بھر سے نمائندوں نے شرکت کی۔ مقررین نے کہا کہ قومی یکجہتی وقت کی اہم ضرورت ہے۔ تقریب کے اختتام پر ملک کی ترقی و خوشحالی کے لیے دعا کی گئی۔ شرکاء نے اہم قراردادیں منظور کیں اور آئندہ لائحہ عمل طے کیا گیا۔ تقریب میں ملک بھر سے نمائندوں نے شرکت کی۔ مقررین نے کہا کہ قومی یکجہتی وقت کی اہم ضرورت ہے۔ تقریب کے اختتام پر ملک کی ترقی و خوشحالی کے تقریب میں ملک بھر سے نمائندوں نے شرکت کی۔ مقررین نے کہا کہ قومی یکجہتی وقت کی اہم ضرورت ہے۔ تقریب کے اختتام پر ملک کی ترقی و خوشحالی کے تقریب میں ملک بھر سے نمائندوں نے شرکت کی۔ مقررین نے کہا کہ قومی یکجہتی وقت کی اہم ضرورت ہے۔ تقریب کے اختتام پر ملک کی ترقی و خوشحالی کے تقریب میں ملک بھر سے نمائندوں نے شرکت کی۔ مقررین نے کہا کہ قومی یکجہتی وقت کی اہم ضرورت ہے۔ تقریب کے اختتام پر ملک کی ترقی و خوشحالی کے تقریب میں ملک بھر سے نمائندوں نے شرکت کی۔ مقررین نے کہا کہ قومی یکجہتی وقت کی اہم ضرورت ہے۔ تقریب کے اختتام پر ملک کی ترقی و خوشحالی کے تقریب میں ملک بھر سے نمائندوں نے شرکت کی۔ مقررین نے کہا کہ قومی یکجہتی وقت کی اہم ضرورت ہے۔ تقریب کے اختتام پر ملک کی ترقی و خوشحالی کے تقریب میں ملک بھر سے نمائندوں نے شرکت کی۔ مقررین نے کہا کہ قومی یکجہتی وقت کی اہم ضرورت ہے۔ تقریب کے اختتام پر ملک کی ترقی و خوشحالی کے تقریب میں ملک بھر سے نمائندوں نے شرکت کی۔ مقررین نے کہا کہ قومی یکجہتی وقت کی اہم ضرورت ہے۔ تقریب کے اختتام پر ملک کی ترقی و خوشحالی کے — [319, 58, 472, 594]
continuation-title: تصور چوہدری — [1141, 473, 1222, 487]
continuation-tag: بقیہ — [1060, 500, 1106, 523]
continuation-header — [1117, 469, 1261, 492]
continuation-header — [481, 29, 630, 53]
continuation-title: 5 جاں بحق — [37, 376, 99, 390]
continuation-header — [481, 2189, 630, 2212]
continuation-title: پیرزادہ — [1004, 1048, 1044, 1062]
article-text: اجلاس میں سیکیورٹی صورتحال کا جائزہ لیا گیا اور مختلف اقدامات کی منظوری دی گئی۔ اجلاس میں سیکیورٹی صورتحال کا جائزہ لیا گیا اور مختلف اقدامات کی منظوری دی گئی۔ اجلاس میں سیکیورٹی صورتحال کا جائزہ لیا گیا اور مختلف اقدامات کی منظوری دی گئی۔ اجلاس میں سیکیورٹی صورتحال کا جائزہ لیا گیا اور مختلف اقدامات کی منظوری دی گئی۔ اجلاس میں سیکیورٹی صورتحال کا جائزہ لیا گیا اور مختلف اقدامات کی منظوری دی گئی۔ اجلاس میں سیکیورٹی صورتحال کا جائزہ لیا گیا اور مختلف اقدامات کی منظوری دی گئی۔ — [960, 1854, 1107, 2058]
continuation-tag: بقیہ — [584, 1193, 629, 1216]
continuation-number: 43 — [5, 30, 29, 52]
article-text: پاسپورٹ دفاتر میں درخواستوں کی بڑی تعداد موصول ہو رہی ہے۔ حکام نے بتایا کہ رش کم کرنے کے لیے اضافی کاؤنٹرز قائم کیے گئے ہیں اور دفاتر 24/7 کھلے رکھنے کا فیصلہ کیا گیا ہے۔ شہریوں کو آن لائن سہولت بھی فراہم کی جا رہی ہے۔ پاسپورٹ دفاتر میں درخواستوں کی بڑی تعداد موصول ہو رہی ہے۔ حکام نے بتایا کہ رش کم کرنے کے لیے اضافی کاؤنٹرز قائم کیے گئے ہیں اور دفاتر 24/7 کھلے پاسپورٹ دفاتر میں درخواستوں کی بڑی تعداد موصول ہو رہی ہے۔ حکام نے بتایا کہ رش کم کرنے کے لیے اضافی کاؤنٹرز قائم کیے گئے ہیں اور دفاتر 24/7 کھلے پاسپورٹ دفاتر میں درخواستوں کی بڑی تعداد موصول ہو رہی ہے۔ حکام نے بتایا کہ رش کم کرنے کے لیے اضافی کاؤنٹرز قائم کیے گئے ہیں اور دفاتر 24/7 کھلے — [960, 781, 1107, 1035]
continuation-title: زیر گردش — [995, 188, 1053, 202]
continuation-tag: بقیہ — [1214, 862, 1260, 884]
continuation-number: 14 — [960, 1296, 987, 1318]
continuation-title: پیشرفت — [1000, 505, 1048, 518]
top-rule — [0, 18, 1265, 20]
news-column — [158, 23, 312, 2264]
continuation-number: 8 — [960, 500, 987, 523]
continuation-title: بیرسٹر گوہر — [33, 1858, 105, 1872]
continuation-header — [319, 1185, 472, 1209]
article-text: مذاکرات میں اہم پیش رفت ہوئی ہے اور فریقین نے معاہدے کے مسودے پر اتفاق کر لیا ہے۔ حتمی دستخط آئندہ ہفتے متوقع ہیں۔ ماہرین نے اسے اہم سنگ میل قرار دیا ہے۔ مذاکرات میں اہم پیش رفت ہوئی ہے اور فریقین نے معاہدے کے مسودے پر اتفاق کر لیا ہے۔ حتمی دستخط آئندہ ہفتے متوقع ہیں۔ ماہرین نے اسے اہم سنگ میل مذاکرات میں اہم پیش رفت ہوئی ہے اور فریقین نے معاہدے کے مسودے پر اتفاق کر لیا ہے۔ حتمی دستخط آئندہ ہفتے متوقع ہیں۔ ماہرین نے اسے اہم سنگ میل مذاکرات میں اہم پیش رفت ہوئی ہے اور فریقین نے معاہدے کے مسودے پر اتفاق کر لیا ہے۔ حتمی دستخط آئندہ ہفتے متوقع ہیں۔ ماہرین نے اسے اہم سنگ میل مذاکرات میں اہم پیش رفت ہوئی ہے اور فریقین نے معاہدے کے مسودے پر اتفاق کر لیا ہے۔ حتمی دستخط آئندہ ہفتے متوقع ہیں۔ ماہرین نے اسے اہم سنگ میل — [639, 400, 790, 693]
continuation-title: فلائٹ آپریشن — [508, 312, 587, 326]
article-text: موسم کی خرابی کے باعث متعدد پروازیں منسوخ اور تاخیر کا شکار ہوئیں۔ ایئرپورٹ انتظامیہ نے مسافروں کو متبادل انتظامات فراہم کیے۔ صورتحال معمول پر آنے کے بعد آپریشن بحال کر دیا گیا۔ موسم کی خرابی کے باعث متعدد پروازیں منسوخ اور تاخیر کا شکار ہوئیں۔ ایئرپورٹ انتظامیہ نے مسافروں کو متبادل انتظامات فراہم کیے۔ صورتحال معمول پر آنے کے بعد آپریشن بحال موسم کی خرابی کے باعث متعدد پروازیں منسوخ اور تاخیر کا شکار ہوئیں۔ ایئرپورٹ انتظامیہ نے مسافروں کو متبادل انتظامات فراہم کیے۔ صورتحال معمول پر آنے کے بعد آپریشن بحال موسم کی خرابی کے باعث متعدد پروازیں منسوخ اور تاخیر کا شکار ہوئیں۔ ایئرپورٹ انتظامیہ نے مسافروں کو متبادل انتظامات فراہم کیے۔ صورتحال معمول پر آنے کے بعد آپریشن بحال — [481, 336, 630, 616]
continuation-header — [960, 1547, 1107, 1571]
article-text: جلسے میں کارکنوں کی بڑی تعداد نے شرکت کی اور قائدین کا پرتپاک استقبال کیا۔ مقررین نے کہا کہ جماعت عوامی مسائل کے حل کے لیے جدوجہد جاری رکھے گی۔ اس موقع پر سیکیورٹی کے سخت انتظامات کیے گئے تھے۔ جلسے میں کارکنوں کی بڑی تعداد نے شرکت کی اور قائدین کا پرتپاک استقبال کیا۔ مقررین نے کہا کہ جماعت عوامی مسائل کے حل کے لیے جدوجہد جاری رکھے گی۔ جلسے میں کارکنوں کی بڑی تعداد نے شرکت کی اور قائدین کا پرتپاک استقبال کیا۔ مقررین نے کہا کہ جماعت عوامی مسائل کے حل کے لیے جدوجہد جاری رکھے گی۔ — [1117, 890, 1261, 1093]
news-column — [317, 23, 474, 2245]
continuation-header — [960, 1043, 1107, 1066]
continuation-number: 40 — [161, 1132, 188, 1154]
continuation-number: 41 — [161, 1500, 188, 1522]
continuation-header — [481, 1457, 630, 1481]
continuation-title: حنیف عباسی — [31, 1504, 107, 1518]
continuation-header — [639, 1726, 790, 1750]
continuation-header — [481, 307, 630, 331]
continuation-tag: بقیہ — [583, 1698, 629, 1720]
continuation-number: 33 — [320, 30, 347, 52]
continuation-title: پاسپورٹس — [994, 757, 1054, 771]
continuation-tag: بقیہ — [1060, 184, 1106, 206]
continuation-title: جنگ بندی — [198, 401, 253, 415]
continuation-number: 22 — [640, 1727, 667, 1749]
continuation-number: 47 — [5, 1500, 29, 1522]
article-text: گورنر نے کہا کہ صوبے میں امن و امان کی صورتحال بہتر بنانے کے لیے تمام وسائل بروئے کار لائے جائیں گے۔ عوام کے جان و مال کا تحفظ اولین ترجیح ہے۔ گورنر نے کہا کہ صوبے میں امن و امان کی صورتحال بہتر بنانے کے لیے تمام وسائل بروئے کار لائے جائیں گے۔ عوام کے جان و مال کا تحفظ اولین گورنر نے کہا کہ صوبے میں امن و امان کی صورتحال بہتر بنانے کے لیے تمام وسائل بروئے کار لائے جائیں گے۔ عوام کے جان و مال کا تحفظ اولین گورنر نے کہا کہ صوبے میں امن و امان کی صورتحال بہتر بنانے کے لیے تمام وسائل بروئے کار لائے جائیں گے۔ عوام کے جان و مال کا تحفظ اولین گورنر نے کہا کہ صوبے میں امن و امان کی صورتحال بہتر بنانے کے لیے تمام وسائل بروئے کار لائے جائیں گے۔ عوام کے جان و مال کا تحفظ اولین گورنر نے کہا کہ صوبے میں امن و امان کی صورتحال بہتر بنانے کے لیے تمام وسائل بروئے کار لائے جائیں گے۔ عوام کے جان و مال کا تحفظ اولین — [160, 818, 309, 1124]
page-number: [5] — [5, 3, 25, 16]
continuation-tag: بقیہ — [1214, 1329, 1260, 1351]
part-time-title: پراپرٹی ٹائم — [1085, 28, 1252, 61]
news-column — [479, 23, 632, 2433]
legal-ads-note: تبدیلی نام و دیگر اشتہارات — [819, 101, 937, 135]
continuation-header — [160, 1131, 309, 1155]
continuation-title: جلسہ — [1163, 866, 1195, 880]
continuation-tag: بقیہ — [1238, 1102, 1260, 1124]
continuation-header — [481, 1193, 630, 1216]
lost-documents-text: میرے پاسپورٹ نمبری RW808991 اور RW808992 جو کہ گم ہو گئے ہیں۔ جس کو ملیں متعلقہ ادارے یا پتہ پر پہنچا کر مشکور فرمائیں۔ اگر کسی نے غلط استعمال کیا تو ادارہ ذمہ دار نہ ہوگا۔ میرے پاسپورٹ نمبری RW808991 اور RW808992 جو کہ گم ہو گئے ہیں۔ جس کو ملیں متعلقہ ادارے یا پتہ پر پہنچا کر مشکور فرمائیں۔ اگر کسی نے غلط استعمال کیا میرے پاسپورٹ نمبری RW808991 اور RW808992 جو کہ گم ہو گئے ہیں۔ جس کو ملیں متعلقہ ادارے یا پتہ پر پہنچا کر مشکور فرمائیں۔ اگر کسی نے غلط استعمال کیا — [1117, 209, 1261, 412]
continuation-title: شوکت صدیقی — [506, 1462, 590, 1476]
legal-ads-price: -/500 روپے میں — [824, 75, 932, 91]
continuation-header — [639, 1422, 790, 1446]
continuation-title: ٹیلی فون — [996, 2347, 1051, 2361]
article-text: انہوں نے کہا کہ پارٹی عوام کی خدمت کے مشن پر گامزن ہے۔ آئندہ انتخابات میں بھرپور حصہ لیں گے۔ انہوں نے کہا کہ پارٹی عوام کی خدمت کے مشن پر گامزن ہے۔ آئندہ انتخابات میں بھرپور حصہ لیں گے۔ انہوں نے کہا کہ پارٹی عوام کی خدمت کے مشن پر گامزن ہے۔ آئندہ انتخابات میں بھرپور حصہ لیں گے۔ انہوں نے کہا کہ پارٹی عوام کی خدمت کے مشن انہوں نے کہا کہ پارٹی عوام کی خدمت کے مشن پر گامزن ہے۔ آئندہ انتخابات میں بھرپور حصہ لیں گے۔ انہوں نے کہا کہ پارٹی عوام کی خدمت کے مشن انہوں نے کہا کہ پارٹی عوام کی خدمت کے مشن پر گامزن ہے۔ آئندہ انتخابات میں بھرپور حصہ لیں گے۔ انہوں نے کہا کہ پارٹی عوام کی خدمت کے مشن انہوں نے کہا کہ پارٹی عوام کی خدمت کے مشن پر گامزن ہے۔ آئندہ انتخابات میں بھرپور حصہ لیں گے۔ انہوں نے کہا کہ پارٹی عوام کی خدمت کے مشن انہوں نے کہا کہ پارٹی عوام کی خدمت کے مشن پر گامزن ہے۔ آئندہ انتخابات میں بھرپور حصہ لیں گے۔ انہوں نے کہا کہ پارٹی عوام کی خدمت کے مشن انہوں نے کہا کہ پارٹی عوام کی خدمت کے مشن پر گامزن ہے۔ آئندہ انتخابات میں بھرپور حصہ لیں گے۔ انہوں نے کہا کہ پارٹی عوام کی خدمت کے مشن انہوں نے کہا کہ پارٹی عوام کی خدمت کے مشن پر گامزن ہے۔ آئندہ انتخابات میں بھرپور حصہ لیں گے۔ انہوں نے کہا کہ پارٹی عوام کی خدمت کے مشن — [319, 1811, 472, 2245]
article-text: اجلاس میں ارکان کی حاضری کم رہی جس پر اسپیکر نے برہمی کا اظہار کیا۔ کورم پورا نہ ہونے پر اجلاس ملتوی کر دیا گیا۔ اجلاس میں ارکان کی حاضری کم رہی جس پر اسپیکر نے برہمی کا اظہار کیا۔ کورم پورا نہ ہونے پر اجلاس ملتوی کر دیا گیا۔ اجلاس میں ارکان کی حاضری کم رہی جس پر اسپیکر نے برہمی کا اظہار کیا۔ کورم پورا نہ ہونے پر اجلاس ملتوی کر دیا گیا۔ اجلاس میں ارکان کی حاضری اجلاس میں ارکان کی حاضری کم رہی جس پر اسپیکر نے برہمی کا اظہار کیا۔ کورم پورا نہ ہونے پر اجلاس ملتوی کر دیا گیا۔ اجلاس میں ارکان کی حاضری اجلاس میں ارکان کی حاضری کم رہی جس پر اسپیکر نے برہمی کا اظہار کیا۔ کورم پورا نہ ہونے پر اجلاس ملتوی کر دیا گیا۔ اجلاس میں ارکان کی حاضری اجلاس میں ارکان کی حاضری کم رہی جس پر اسپیکر نے برہمی کا اظہار کیا۔ کورم پورا نہ ہونے پر اجلاس ملتوی کر دیا گیا۔ اجلاس میں ارکان کی حاضری — [4, 1172, 151, 1492]
continuation-number: 29 — [482, 1458, 504, 1480]
continuation-header — [481, 1949, 630, 1973]
continuation-header — [1117, 1567, 1261, 1591]
continuation-header — [4, 726, 151, 749]
continuation-tag: بقیہ — [425, 30, 471, 52]
article-text: بھارتی حکومت کے اقدامات پر خطے کے ممالک نے تشویش کا اظہار کیا ہے۔ ترجمان نے کہا کہ پاکستان اپنے مفادات کا بھرپور تحفظ کرے گا۔ عالمی برادری کو صورتحال کا نوٹس لینا چاہیے۔ بھارتی حکومت کے اقدامات پر خطے کے ممالک نے تشویش کا اظہار کیا ہے۔ ترجمان نے کہا کہ پاکستان اپنے مفادات کا بھرپور تحفظ کرے گا۔ عالمی برادری کو صورتحال بھارتی حکومت کے اقدامات پر خطے کے ممالک نے تشویش کا اظہار کیا ہے۔ ترجمان نے کہا کہ پاکستان اپنے مفادات کا بھرپور تحفظ کرے گا۔ عالمی برادری کو صورتحال بھارتی حکومت کے اقدامات پر خطے کے ممالک نے تشویش کا اظہار کیا ہے۔ ترجمان نے کہا کہ پاکستان اپنے مفادات کا بھرپور تحفظ کرے گا۔ عالمی برادری کو صورتحال بھارتی حکومت کے اقدامات پر خطے کے ممالک نے تشویش کا اظہار کیا ہے۔ ترجمان نے کہا کہ پاکستان اپنے مفادات کا بھرپور تحفظ کرے گا۔ عالمی برادری کو صورتحال — [639, 728, 790, 1048]
continuation-header — [639, 700, 790, 724]
article-text: وفاقی وزیر نے کہا کہ صحت کے شعبے میں اصلاحات کا عمل جاری ہے۔ ہسپتالوں میں سہولیات بہتر بنانے کے لیے اقدامات کیے جا رہے ہیں۔ وفاقی وزیر نے کہا کہ صحت کے شعبے میں اصلاحات کا عمل جاری ہے۔ ہسپتالوں میں سہولیات بہتر بنانے کے لیے اقدامات کیے جا رہے ہیں۔ وفاقی وزیر نے کہا کہ صحت کے شعبے میں اصلاحات کا عمل جاری ہے۔ ہسپتالوں میں سہولیات بہتر بنانے کے لیے اقدامات کیے جا رہے ہیں۔ وفاقی وزیر نے کہا وفاقی وزیر نے کہا کہ صحت کے شعبے میں اصلاحات کا عمل جاری ہے۔ ہسپتالوں میں سہولیات بہتر بنانے کے لیے اقدامات کیے جا رہے ہیں۔ وفاقی وزیر نے کہا — [481, 652, 630, 868]
continuation-header — [1117, 2097, 1261, 2121]
article-text: عدالت نے درخواست مسترد کرتے ہوئے فیصلہ سنایا۔ درخواست گزار کے وکیل نے کہا کہ فیصلے کے خلاف اپیل دائر کی جائے گی۔ عدالت نے درخواست مسترد کرتے ہوئے فیصلہ سنایا۔ درخواست گزار کے وکیل نے کہا کہ فیصلے کے خلاف اپیل دائر کی جائے گی۔ عدالت نے درخواست مسترد کرتے ہوئے فیصلہ سنایا۔ درخواست گزار کے وکیل نے کہا کہ فیصلے کے خلاف اپیل دائر کی جائے گی۔ عدالت نے درخواست مسترد کرتے ہوئے فیصلہ عدالت نے درخواست مسترد کرتے ہوئے فیصلہ سنایا۔ درخواست گزار کے وکیل نے کہا کہ فیصلے کے خلاف اپیل دائر کی جائے گی۔ عدالت نے درخواست مسترد کرتے ہوئے فیصلہ عدالت نے درخواست مسترد کرتے ہوئے فیصلہ سنایا۔ درخواست گزار کے وکیل نے کہا کہ فیصلے کے خلاف اپیل دائر کی جائے گی۔ عدالت نے درخواست مسترد کرتے ہوئے فیصلہ — [639, 1754, 790, 2035]
continuation-title: گنڈا پور — [683, 34, 728, 48]
continuation-header — [639, 2042, 790, 2066]
continuation-title: وزیرستان — [677, 2047, 734, 2061]
continuation-number: 39 — [161, 790, 188, 813]
continuation-tag: بقیہ — [743, 30, 789, 52]
continuation-header — [639, 371, 790, 395]
continuation-number: 34 — [320, 602, 339, 624]
continuation-number: 15 — [960, 1548, 987, 1570]
continuation-number: 38 — [161, 397, 188, 419]
continuation-number: 16 — [960, 2066, 987, 2088]
continuation-tag: بقیہ — [104, 727, 150, 749]
continuation-tag: بقیہ — [425, 1784, 471, 1806]
continuation-header — [960, 752, 1107, 776]
continuation-number: 18 — [640, 372, 667, 394]
lost-documents-title: کاغذات گمشدگی — [1117, 183, 1261, 206]
classified-title: کلاسیفائیڈ — [1068, 100, 1255, 142]
news-column — [637, 23, 793, 2388]
continuation-tag: بقیہ — [743, 701, 789, 723]
ad-contact-label: رابطہ برائے اشتہار — [1068, 156, 1139, 169]
article-text: منصوبے پر کام تیزی سے جاری ہے اور پہلا مرحلہ مکمل کر لیا گیا ہے۔ حکام کے مطابق دوسرے مرحلے کا آغاز آئندہ ماہ کیا جائے گا۔ منصوبے سے ہزاروں افراد کو روزگار ملے گا۔ منصوبے پر کام تیزی سے جاری ہے اور پہلا مرحلہ مکمل کر لیا گیا ہے۔ حکام کے مطابق دوسرے مرحلے کا آغاز آئندہ ماہ کیا جائے گا۔ منصوبے سے ہزاروں منصوبے پر کام تیزی سے جاری ہے اور پہلا مرحلہ مکمل کر لیا گیا ہے۔ حکام کے مطابق دوسرے مرحلے کا آغاز آئندہ ماہ کیا جائے گا۔ منصوبے سے ہزاروں منصوبے پر کام تیزی سے جاری ہے اور پہلا مرحلہ مکمل کر لیا گیا ہے۔ حکام کے مطابق دوسرے مرحلے کا آغاز آئندہ ماہ کیا جائے گا۔ منصوبے سے ہزاروں — [960, 528, 1107, 745]
continuation-header — [160, 790, 309, 813]
continuation-number: 35 — [320, 1186, 347, 1208]
article-text: فریقین کے درمیان جنگ بندی کا معاہدہ طے پا گیا ہے۔ عالمی برادری نے معاہدے کا خیرمقدم کیا اور اس پر مکمل عمل درآمد کا مطالبہ کیا۔ ثالثی کرنے والے ممالک نے فریقین کو تحمل کا مظاہرہ کرنے کی تلقین کی۔ فریقین کے درمیان جنگ بندی کا معاہدہ طے پا گیا ہے۔ عالمی برادری نے معاہدے کا خیرمقدم کیا اور اس پر مکمل عمل درآمد کا مطالبہ کیا۔ ثالثی کرنے والے فریقین کے درمیان جنگ بندی کا معاہدہ طے پا گیا ہے۔ عالمی برادری نے معاہدے کا خیرمقدم کیا اور اس پر مکمل عمل درآمد کا مطالبہ کیا۔ ثالثی کرنے والے فریقین کے درمیان جنگ بندی کا معاہدہ طے پا گیا ہے۔ عالمی برادری نے معاہدے کا خیرمقدم کیا اور اس پر مکمل عمل درآمد کا مطالبہ کیا۔ ثالثی کرنے والے فریقین کے درمیان جنگ بندی کا معاہدہ طے پا گیا ہے۔ عالمی برادری نے معاہدے کا خیرمقدم کیا اور اس پر مکمل عمل درآمد کا مطالبہ کیا۔ ثالثی کرنے والے فریقین کے درمیان جنگ بندی کا معاہدہ طے پا گیا ہے۔ عالمی برادری نے معاہدے کا خیرمقدم کیا اور اس پر مکمل عمل درآمد کا مطالبہ کیا۔ ثالثی کرنے والے — [160, 425, 309, 782]
continuation-tag: بقیہ — [107, 1854, 150, 1877]
continuation-title: ایس ایف — [998, 1831, 1050, 1844]
article-text: ماہرین کا کہنا ہے کہ تجربے کے نتائج حوصلہ افزا رہے ہیں۔ سائنسدانوں نے کہا کہ مزید تحقیق جاری ہے اور جلد حتمی نتائج سامنے آئیں گے۔ اس کامیابی سے ملک کا نام روشن ہوا ہے۔ حکام نے ٹیم کو مبارکباد دی اور مستقبل کے منصوبوں کے لیے فنڈز کا اعلان کیا۔ ماہرین کا کہنا ہے کہ تجربے کے نتائج حوصلہ افزا رہے ہیں۔ سائنسدانوں نے کہا کہ مزید تحقیق جاری ہے اور جلد حتمی نتائج سامنے آئیں گے۔ اس کامیابی سے ماہرین کا کہنا ہے کہ تجربے کے نتائج حوصلہ افزا رہے ہیں۔ سائنسدانوں نے کہا کہ مزید تحقیق جاری ہے اور جلد حتمی نتائج سامنے آئیں گے۔ اس کامیابی سے ماہرین کا کہنا ہے کہ تجربے کے نتائج حوصلہ افزا رہے ہیں۔ سائنسدانوں نے کہا کہ مزید تحقیق جاری ہے اور جلد حتمی نتائج سامنے آئیں گے۔ اس کامیابی سے ماہرین کا کہنا ہے کہ تجربے کے نتائج حوصلہ افزا رہے ہیں۔ سائنسدانوں نے کہا کہ مزید تحقیق جاری ہے اور جلد حتمی نتائج سامنے آئیں گے۔ اس کامیابی سے ماہرین کا کہنا ہے کہ تجربے کے نتائج حوصلہ افزا رہے ہیں۔ سائنسدانوں نے کہا کہ مزید تحقیق جاری ہے اور جلد حتمی نتائج سامنے آئیں گے۔ اس کامیابی سے — [4, 754, 151, 1137]
classified-ad-banner — [798, 23, 1265, 177]
article-text: دونوں رہنماؤں کے درمیان ٹیلی فونک رابطہ ہوا جس میں باہمی دلچسپی کے امور پر گفتگو کی گئی۔ دونوں رہنماؤں کے درمیان ٹیلی فونک رابطہ ہوا جس میں باہمی دلچسپی کے امور پر گفتگو کی گئی۔ دونوں رہنماؤں کے درمیان ٹیلی فونک رابطہ ہوا جس میں باہمی دلچسپی کے امور پر گفتگو کی گئی۔ دونوں رہنماؤں کے درمیان ٹیلی فونک رابطہ ہوا جس میں باہمی دلچسپی دونوں رہنماؤں کے درمیان ٹیلی فونک رابطہ ہوا جس میں باہمی دلچسپی کے امور پر گفتگو کی گئی۔ دونوں رہنماؤں کے درمیان ٹیلی فونک رابطہ ہوا جس میں باہمی دلچسپی — [960, 2371, 1107, 2575]
article-text: ملاقات میں دوطرفہ تعلقات، تجارت اور (DPP) سمیت دیگر امور پر تبادلہ خیال کیا گیا۔ (FSVPS) کے حوالے سے بھی گفتگو ہوئی اور زرعی برآمدات بڑھانے پر اتفاق کیا گیا۔ دونوں فریقین نے تعاون جاری رکھنے کا عزم ظاہر کیا۔ ملاقات میں دوطرفہ تعلقات، تجارت اور (DPP) سمیت دیگر امور پر تبادلہ خیال کیا گیا۔ (FSVPS) کے حوالے سے بھی گفتگو ہوئی اور زرعی برآمدات بڑھانے پر اتفاق کیا گیا۔ ملاقات میں دوطرفہ تعلقات، تجارت اور (DPP) سمیت دیگر امور پر تبادلہ خیال کیا گیا۔ (FSVPS) کے حوالے سے بھی گفتگو ہوئی اور زرعی برآمدات بڑھانے پر اتفاق کیا گیا۔ ملاقات میں دوطرفہ تعلقات، تجارت اور (DPP) سمیت دیگر امور پر تبادلہ خیال کیا گیا۔ (FSVPS) کے حوالے سے بھی گفتگو ہوئی اور زرعی برآمدات بڑھانے پر اتفاق کیا گیا۔ ملاقات میں دوطرفہ تعلقات، تجارت اور (DPP) سمیت دیگر امور پر تبادلہ خیال کیا گیا۔ (FSVPS) کے حوالے سے بھی گفتگو ہوئی اور زرعی برآمدات بڑھانے پر اتفاق کیا گیا۔ ملاقات میں دوطرفہ تعلقات، تجارت اور (DPP) سمیت دیگر امور پر تبادلہ خیال کیا گیا۔ (FSVPS) کے حوالے سے بھی گفتگو ہوئی اور زرعی برآمدات بڑھانے پر اتفاق کیا گیا۔ ملاقات میں دوطرفہ تعلقات، تجارت اور (DPP) سمیت دیگر امور پر تبادلہ خیال کیا گیا۔ (FSVPS) کے حوالے سے بھی گفتگو ہوئی اور زرعی برآمدات بڑھانے پر اتفاق کیا گیا۔ ملاقات میں دوطرفہ تعلقات، تجارت اور (DPP) سمیت دیگر امور پر تبادلہ خیال کیا گیا۔ (FSVPS) کے حوالے سے بھی گفتگو ہوئی اور زرعی برآمدات بڑھانے پر اتفاق کیا گیا۔ ملاقات میں دوطرفہ تعلقات، تجارت اور (DPP) سمیت دیگر امور پر تبادلہ خیال کیا گیا۔ (FSVPS) کے حوالے سے بھی گفتگو ہوئی اور زرعی برآمدات بڑھانے پر اتفاق کیا گیا۔ — [319, 1214, 472, 1775]
continuation-tag: بقیہ — [593, 1458, 629, 1480]
continuation-header — [481, 1697, 630, 1721]
continuation-number: 5 — [1118, 1808, 1143, 1830]
continuation-header — [319, 1783, 472, 1807]
continuation-title: ملاقات — [206, 1504, 246, 1518]
ad-phone-number: 0345-5118174 — [967, 152, 1073, 169]
lost-documents-fill-line — [1119, 434, 1258, 446]
continuation-title: پیش رفت — [677, 376, 734, 390]
continuation-number: 20 — [640, 1056, 667, 1078]
article-text: انہوں نے کہا کہ پارٹی آئین و قانون کے دائرے میں رہ کر جدوجہد کرے گی۔ مذاکرات کے دروازے کھلے ہیں۔ انہوں نے کہا کہ پارٹی آئین و قانون کے دائرے میں رہ کر جدوجہد کرے گی۔ مذاکرات کے دروازے کھلے ہیں۔ انہوں نے کہا کہ پارٹی آئین و قانون کے دائرے میں رہ کر جدوجہد کرے گی۔ مذاکرات کے دروازے کھلے ہیں۔ انہوں نے کہا کہ پارٹی آئین و قانون کے انہوں نے کہا کہ پارٹی آئین و قانون کے دائرے میں رہ کر جدوجہد کرے گی۔ مذاکرات کے دروازے کھلے ہیں۔ انہوں نے کہا کہ پارٹی آئین و قانون کے انہوں نے کہا کہ پارٹی آئین و قانون کے دائرے میں رہ کر جدوجہد کرے گی۔ مذاکرات کے دروازے کھلے ہیں۔ انہوں نے کہا کہ پارٹی آئین و قانون کے انہوں نے کہا کہ پارٹی آئین و قانون کے دائرے میں رہ کر جدوجہد کرے گی۔ مذاکرات کے دروازے کھلے ہیں۔ انہوں نے کہا کہ پارٹی آئین و قانون کے — [4, 1881, 151, 2175]
continuation-title: حاضری — [47, 1149, 89, 1163]
continuation-header — [960, 1295, 1107, 1319]
continuation-header — [481, 876, 630, 899]
news-column — [1114, 177, 1263, 2342]
continuation-number: 9 — [960, 1044, 987, 1066]
continuation-tag: بقیہ — [1060, 2343, 1106, 2365]
continuation-tag: بقیہ — [1214, 1568, 1260, 1590]
continuation-header — [639, 1055, 790, 1079]
lost-documents-fill-line — [1119, 450, 1258, 462]
continuation-header — [1117, 1328, 1261, 1351]
continuation-title: ملاقات — [366, 1190, 406, 1204]
continuation-header — [319, 29, 472, 53]
continuation-header — [1117, 1807, 1261, 1831]
continuation-number: 19 — [640, 701, 667, 723]
continuation-number: 12 — [960, 184, 987, 206]
continuation-header — [160, 29, 309, 53]
continuation-title: پی ٹی اے ایس — [1141, 2102, 1222, 2116]
continuation-tag: بقیہ — [1060, 753, 1106, 775]
continuation-tag: بقیہ — [267, 30, 309, 52]
continuation-header — [960, 2343, 1107, 2366]
column-divider — [955, 177, 956, 2087]
continuation-number: 27 — [482, 876, 509, 899]
continuation-title: ملزم گرفتار — [990, 1552, 1059, 1566]
article-text: انہوں نے عدالت کے باہر میڈیا سے گفتگو کرتے ہوئے کہا کہ قانونی جنگ لڑیں گے۔ پارٹی قیادت کے ساتھ کھڑے ہیں۔ انہوں نے عدالت کے باہر میڈیا سے گفتگو کرتے ہوئے کہا کہ قانونی جنگ لڑیں گے۔ پارٹی قیادت کے ساتھ کھڑے ہیں۔ انہوں نے عدالت کے باہر میڈیا سے گفتگو کرتے ہوئے کہا کہ قانونی جنگ لڑیں گے۔ پارٹی قیادت کے ساتھ کھڑے ہیں۔ انہوں نے عدالت کے باہر میڈیا سے گفتگو انہوں نے عدالت کے باہر میڈیا سے گفتگو کرتے ہوئے کہا کہ قانونی جنگ لڑیں گے۔ پارٹی قیادت کے ساتھ کھڑے ہیں۔ انہوں نے عدالت کے باہر میڈیا سے گفتگو انہوں نے عدالت کے باہر میڈیا سے گفتگو کرتے ہوئے کہا کہ قانونی جنگ لڑیں گے۔ پارٹی قیادت کے ساتھ کھڑے ہیں۔ انہوں نے عدالت کے باہر میڈیا سے گفتگو انہوں نے عدالت کے باہر میڈیا سے گفتگو کرتے ہوئے کہا کہ قانونی جنگ لڑیں گے۔ پارٹی قیادت کے ساتھ کھڑے ہیں۔ انہوں نے عدالت کے باہر میڈیا سے گفتگو — [4, 58, 151, 364]
continuation-number: 17 — [640, 30, 667, 52]
article-text: پاکستان سے تعلق رکھنے والی تنظیم کا کہنا ہے کہ حکومت نے اس حوالے سے اہم اقدامات کیے ہیں۔ انہوں نے کہا کہ آئندہ دنوں میں مزید پیش رفت متوقع ہے اور عوام کو ریلیف فراہم کیا جائے گا۔ اجلاس میں صوبائی اور وفاقی حکام نے شرکت کی اور مختلف امور پر تبادلہ خیال کیا گیا۔ اس موقع پر مختلف تجاویز پیش کی گئیں جن پر عمل درآمد کا فیصلہ کیا گیا۔ حکام کے مطابق منصوبے کی تکمیل مقررہ وقت میں کی جائے گی اور شفافیت کو یقینی بنایا جائے گا۔ شہریوں نے اقدامات کو سراہا اور امید ظاہر کی کہ مسائل جلد حل ہوں گے۔ ملک کی معاشی صورتحال پر بھی غور کیا گیا اور اصلاحات کے عمل کو تیز کرنے پر اتفاق کیا گیا۔ پاکستان سے تعلق رکھنے والی تنظیم کا کہنا ہے کہ حکومت نے اس حوالے سے اہم اقدامات کیے ہیں۔ انہوں نے کہا کہ آئندہ دنوں میں مزید پیش رفت متوقع پاکستان سے تعلق رکھنے والی تنظیم کا کہنا ہے کہ حکومت نے اس حوالے سے اہم اقدامات کیے ہیں۔ انہوں نے کہا کہ آئندہ دنوں میں مزید پیش رفت متوقع — [1117, 496, 1261, 853]
bottom-rule — [0, 2089, 1265, 2090]
continuation-header — [960, 500, 1107, 523]
continuation-tag: بقیہ — [110, 30, 150, 52]
continuation-header — [4, 371, 151, 395]
continuation-tag: بقیہ — [263, 1905, 309, 1927]
continuation-header — [960, 183, 1107, 207]
article-text: پولیس نے ملزم کو گرفتار کر کے مقدمہ درج کر لیا ہے۔ متاثرہ خاندان نے انصاف کا مطالبہ کیا ہے۔ حکام نے یقین دلایا کہ ملزمان کو قرار واقعی سزا دی جائے گی۔ پولیس نے ملزم کو گرفتار کر کے مقدمہ درج کر لیا ہے۔ متاثرہ خاندان نے انصاف کا مطالبہ کیا ہے۔ حکام نے یقین دلایا کہ ملزمان کو قرار واقعی سزا پولیس نے ملزم کو گرفتار کر کے مقدمہ درج کر لیا ہے۔ متاثرہ خاندان نے انصاف کا مطالبہ کیا ہے۔ حکام نے یقین دلایا کہ ملزمان کو قرار واقعی سزا پولیس نے ملزم کو گرفتار کر کے مقدمہ درج کر لیا ہے۔ متاثرہ خاندان نے انصاف کا مطالبہ کیا ہے۔ حکام نے یقین دلایا کہ ملزمان کو قرار واقعی سزا — [960, 1324, 1107, 1540]
continuation-tag: بقیہ — [743, 1727, 789, 1749]
continuation-title: مظاہرہ — [1002, 2070, 1046, 2084]
continuation-tag: بقیہ — [743, 1056, 789, 1078]
article-text: عدالت میں کیس کی سماعت ہوئی جس میں فریقین کے وکلا نے دلائل دیے۔ عدالت نے فیصلہ محفوظ کر لیا جو بعد میں سنایا جائے گا۔ عدالت میں کیس کی سماعت ہوئی جس میں فریقین کے وکلا نے دلائل دیے۔ عدالت نے فیصلہ محفوظ کر لیا جو بعد میں سنایا جائے گا۔ عدالت میں کیس کی سماعت ہوئی جس میں فریقین کے وکلا نے دلائل دیے۔ عدالت نے فیصلہ محفوظ کر لیا جو بعد میں سنایا جائے گا۔ عدالت میں کیس کی عدالت میں کیس کی سماعت ہوئی جس میں فریقین کے وکلا نے دلائل دیے۔ عدالت نے فیصلہ محفوظ کر لیا جو بعد میں سنایا جائے گا۔ عدالت میں کیس کی — [481, 1486, 630, 1690]
continuation-tag: بقیہ — [263, 1132, 309, 1154]
article-text: ایوان نے بجٹ کی منظوری دے دی۔ اپوزیشن نے بجٹ پر تنقید کرتے ہوئے واک آؤٹ کیا۔ وزیر خزانہ نے کہا کہ بجٹ عوام دوست ہے اور اس سے معیشت مستحکم ہوگی۔ ایوان نے بجٹ کی منظوری دے دی۔ اپوزیشن نے بجٹ پر تنقید کرتے ہوئے واک آؤٹ کیا۔ وزیر خزانہ نے کہا کہ بجٹ عوام دوست ہے اور اس سے معیشت ایوان نے بجٹ کی منظوری دے دی۔ اپوزیشن نے بجٹ پر تنقید کرتے ہوئے واک آؤٹ کیا۔ وزیر خزانہ نے کہا کہ بجٹ عوام دوست ہے اور اس سے معیشت ایوان نے بجٹ کی منظوری دے دی۔ اپوزیشن نے بجٹ پر تنقید کرتے ہوئے واک آؤٹ کیا۔ وزیر خزانہ نے کہا کہ بجٹ عوام دوست ہے اور اس سے معیشت ایوان نے بجٹ کی منظوری دے دی۔ اپوزیشن نے بجٹ پر تنقید کرتے ہوئے واک آؤٹ کیا۔ وزیر خزانہ نے کہا کہ بجٹ عوام دوست ہے اور اس سے معیشت — [639, 1451, 790, 1718]
continuation-header — [160, 396, 309, 420]
